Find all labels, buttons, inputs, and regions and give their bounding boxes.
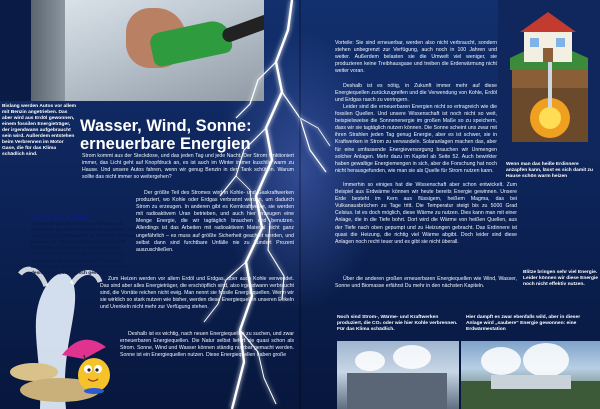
caption-lightning: Blitze bringen sehr viel Energie. Leider können wir diese Energie noch nicht effektiv nutzen. bbox=[523, 270, 599, 287]
page-title bbox=[80, 117, 300, 153]
body-right-paragraph-4: Immerhin so einiges hat die Wissenschaft aber schon entwickelt. Zum Beispiel aus Erdwärme können wir heute bereits Energie gewinnen. Unsere Erde besteht im Kern aus flüssigem, heißem Magma, das bei Vulkanausbrüchen zu Tage tritt. Die Temperatur steigt bis zu 5000 Grad Celsius. Ist es doch möglich, diese Wärme zu nutzen. Dies kann man mit einer Anlage, die in die Tiefe bohrt. Dort wird die Wärme von heißen Quellen, aus der Tiefe nach oben gepumpt und zu Heizungen gebracht. Das Erdinnere ist quasi die Heizung, die richtig viel Wärme abgibt. Doch leider sind diese Anlagen noch recht teuer und es gibt sie nicht überall. bbox=[335, 182, 517, 245]
body-right-paragraph-1: Vorteile: Sie sind erneuerbar, werden also nicht verbraucht, sondern stehen unbegrenzt zur Verfügung, auch noch in 100 Jahren und weiter. Außerdem belasten sie die Umwelt viel weniger, sie produzieren keine Treibhausgase und treiben die Erderwärmung nicht weiter voran. bbox=[335, 40, 497, 75]
caption-bottom-left: Noch sind Strom-, Wärme- und Kraftwerken produziert, die CO₂ oder wie hier Kohle verbrennen. Für das Klima schädlich. bbox=[337, 315, 458, 332]
house-icon bbox=[498, 0, 600, 160]
infobox-heading: Wärme aus der Erde bbox=[31, 215, 90, 221]
body-left-paragraph-3: Zum Heizen werden vor allem Erdöl und Erdgas, aber auch Kohle verwendet. Das sind aber alles Energieträger, die erschöpflich sind, also irgendwann verbraucht sind, die Vorräte reichen nicht ewig. Man nennt sie fossile Energiequellen. Wenn wir sie wirklich so stark nutzen wie bisher, werden diese Energiequellen unseren Enkeln und Urenkeln nicht mehr zur Verfügung stehen. bbox=[100, 276, 294, 311]
body-left-paragraph-2: Der größte Teil des Stromes wird in Kohle- und Gaskraftwerken produziert, wo Kohle oder Erdgas verbrannt werden, um dadurch Strom zu erzeugen. In anderen gibt es Kernkraftwerke, sie werden mit radioaktivem Uran betrieben, und auch hier erzeugen eine Menge Energie, die wir tagtäglich brauchen und benutzen. Allerdings ist das Arbeiten mit radioaktivem Material nicht ganz ungefährlich – es muss auf größte Sicherheit geachtet werden, und selbst dann sind furchtbare Unfälle nie zu hundert Prozent auszuschließen. bbox=[136, 190, 294, 253]
caption-house: Wenn man das heiße Erdinnere anzapfen kann, lässt es sich damit zu Hause schön warm heizen bbox=[506, 162, 593, 179]
body-right-paragraph-3: Leider sind die erneuerbaren Energien nicht so ertragreich wie die fossilen Quellen. Und unsere Wissenschaft ist noch nicht so weit, beispielsweise die Sonnenenergie im großen Maße so zu speichern, dass wir sie tagtäglich nutzen können. Die Sonne scheint uns zwar mit ihren Strahlen jeden Tag genug Energie, aber es ist schwer, sie in Kraftwerken in Strom zu verwandeln. Solaranlagen machen das, aber für eine umfassende Energieversorgung brauchen wir Unmengen solcher Anlagen. Mehr dazu im Kapitel ab Seite 52. Auch bewirkter haben gewaltige Energiemengen in sich, aber die Forschung hat noch nicht herausgefunden, wie man sie als Quelle für Strom nutzen kann. bbox=[335, 104, 497, 174]
caption-fuel-photo: Bislang werden Autos vor allem mit Benzin angetrieben. Das aber wird aus Erdöl gewonnen, einem fossilen Energieträger, der irgendwann aufgebraucht sein wird. Außerdem entstehen beim Verbrennen im Motor Gase, die für das Klima schädlich sind. bbox=[2, 104, 77, 157]
body-right-tail: Über die anderen großen erneuerbaren Energiequellen wie Wind, Wasser, Sonne und Biomasse erfährst Du mehr in den nächsten Kapiteln. bbox=[335, 276, 517, 290]
geothermal-house-illustration bbox=[498, 0, 600, 160]
body-right-paragraph-2: Deshalb ist es nötig, in Zukunft immer mehr auf diese Energiequellen zurückzugreifen und die Verwendung von Kohle, Erdöl und Erdgas rasch zu verringern. bbox=[335, 83, 497, 104]
infobox-text: Auf Island gibt es 30 aktive Vulkane und zahlreiche Quellen und Geysire. Das aber wird aus Erdöl und Erdwärme. In der Tiefe wird das Wasser auf Temperaturen von 200 bis 300 Grad Celsius aufgeheizt. Mithilfe dieser Erdwärme wird Strom gewonnen und die Heizwärme gewonnen. Island ist nahezu unabhängig von fossilen Energien und gilt deshalb als „Ökologisch gesunde“ Energie! bbox=[31, 222, 137, 276]
geothermal-station-photo bbox=[461, 341, 600, 409]
page-gutter bbox=[299, 0, 301, 409]
title-line-1: Wasser, Wind, Sonne: bbox=[80, 117, 252, 135]
body-left-paragraph-1: Strom kommt aus der Steckdose, und das jeden Tag und jede Nacht. Der Strom funktioniert immer, das Licht geht auf Knopfdruck an, es ist auch im Winter immer kuschlig warm zu Hause. Und unsere Autos fahren, wenn wir genug Benzin in den Tank schütten. Warum sollte das nicht immer so weitergehen? bbox=[82, 153, 294, 181]
title-line-2: erneuerbare Energien bbox=[80, 135, 251, 153]
mascot-character bbox=[60, 325, 120, 395]
coal-power-plant-photo bbox=[337, 341, 459, 409]
infobox-geothermal bbox=[31, 215, 138, 277]
caption-bottom-right: Hier dampft es zwar ebenfalls wild, aber in dieser Anlage wird „saubere“ Energie gewonnen: eine Erdwärmestation bbox=[466, 315, 581, 332]
body-left-paragraph-4: Deshalb ist es wichtig, nach neuen Energiequellen zu suchen, und zwar erneuerbaren Energiequellen. Die Natur selbst liefert sie quasi schon als Strom. Sonne, Wind und Wasser können ständig nutzbar gemacht werden. Sonne ist ein Energiequellen nutzen. Diese Energiequellen haben große bbox=[120, 331, 294, 359]
